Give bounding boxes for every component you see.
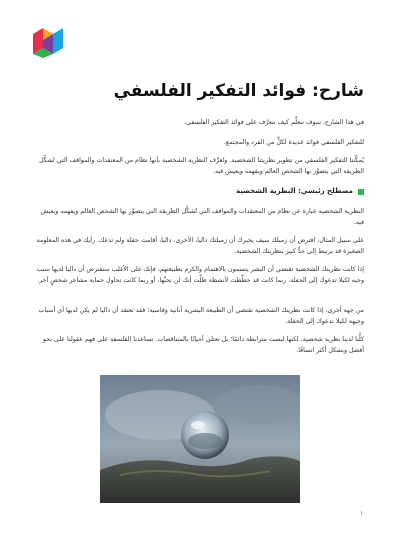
- key-term-heading-text: مصطلح رئيسي: النظرية الشخصية: [236, 187, 353, 195]
- selfish-view-paragraph: من جهة أخرى، إذا كانت نظريتك الشخصية تقتضي أن الطبيعة البشرية أنانية وقاسية؛ فقد تعتقد أن داليا لم يكن لديها أي أسباب وجيهة لكيلا تدعوك إلى الحفلة.: [38, 307, 364, 325]
- definition-paragraph: النظرية الشخصية عبارة عن نظام من المعتقدات والمواقف التي تُشكِّل الطريقة التي يتصوَّر بها الشخص العالم ويفهمه ويعيش فيه.: [40, 208, 364, 226]
- key-term-heading: [36, 186, 364, 197]
- page-title: شارح: فوائد التفكير الفلسفي: [113, 81, 364, 101]
- green-square-bullet: [358, 189, 364, 195]
- page-number: ١: [360, 510, 364, 517]
- worldview-paragraph: يُمكِّننا التفكير الفلسفي من تطوير نظريتنا الشخصية. وتُعرَّف النظرية الشخصية بأنها نظام من المعتقدات والمواقف التي تُشكِّل الطريقة التي يتصوَّر بها الشخص العالم ويفهمه ويعيش فيه.: [39, 157, 364, 175]
- example-paragraph: على سبيل المثال، افترض أن زميلك سيف يخبرك أن زميلتك داليا، الأخرى، داليا، أقامت حفلة ولم تدعك. رأيك في هذه المعلومة الصغيرة قد يرتبط إلى حدٍّ كبير بنظريتك الشخصية.: [36, 237, 364, 255]
- kind-view-paragraph: إذا كانت نظريتك الشخصية تقتضي أن البشر يتسمون بالاهتمام والكرم بطبيعتهم، فإنك على الأغلب ستفترض أن داليا لديها سبب وجيه لكيلا تدعوك إلى الحفلة. ربما كانت قد خطَّطت لأنشطة ظلَّت أنك لن تحبَّها، أو ربما كانت تحاول حماية مشاعر شخصٍ آخر.: [36, 266, 364, 284]
- crystal-ball-photo: [100, 375, 300, 503]
- nagwa-logo: [31, 26, 65, 58]
- intro-paragraph: في هذا الشارح، سوف نتعلَّم كيف نتعرَّف على فوائد التفكير الفلسفي.: [184, 119, 364, 126]
- conclusion-paragraph: كلُّنا لدينا نظرية شخصية، لكنها ليست مترابطة دائمًا؛ بل تعتلي أحيانًا بالمتناقضات. تساعدنا الفلسفة على فهم عقولنا على نحو أفضل وبشكل أكثر اتساقًا.: [42, 336, 364, 354]
- benefits-paragraph: للتفكير الفلسفي فوائد عديدة لكلٍّ من الفرد والمجتمع.: [223, 139, 364, 146]
